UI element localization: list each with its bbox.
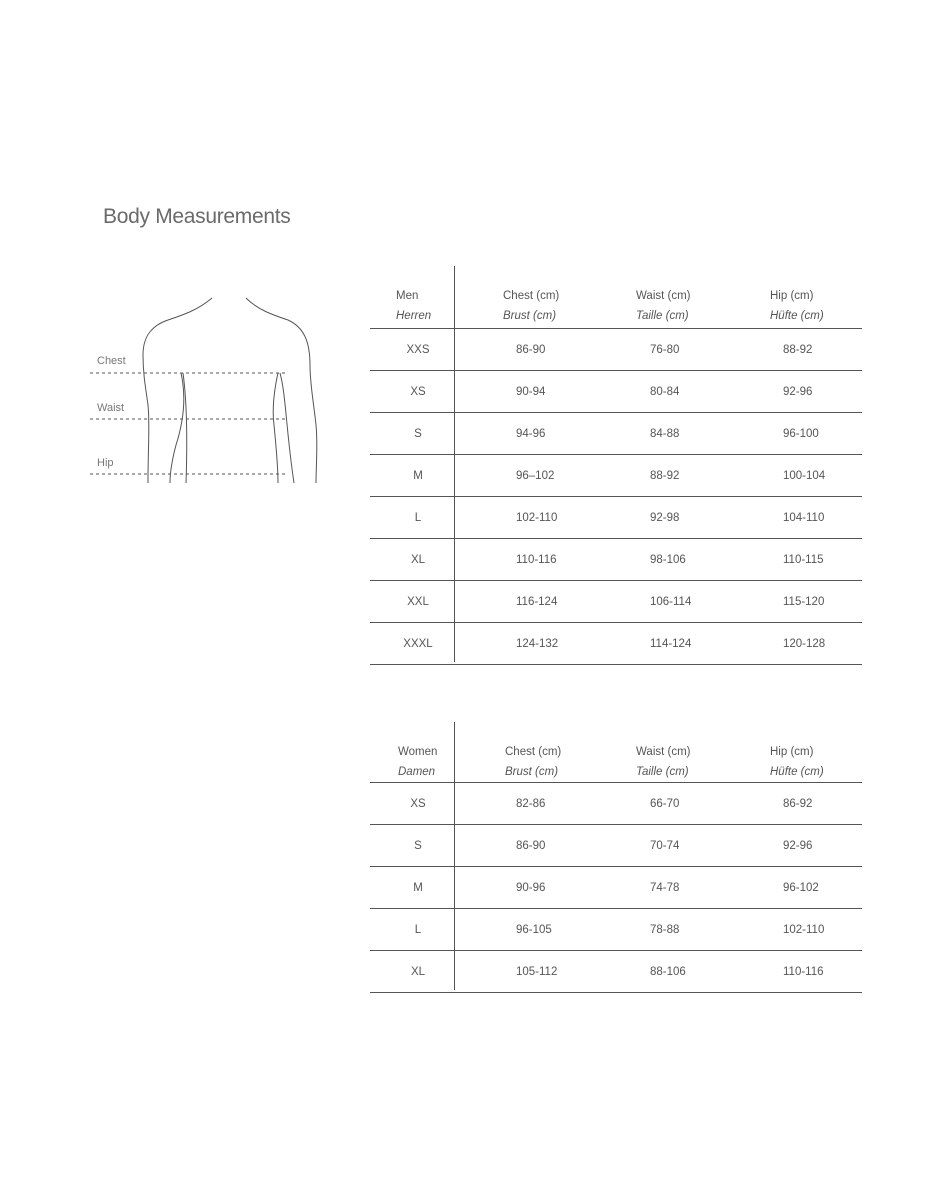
table-row (370, 371, 862, 413)
header-chest: Chest (cm) (505, 746, 562, 758)
header-chest-de: Brust (cm) (505, 766, 559, 778)
chest-cell: 90-96 (516, 881, 546, 894)
table-row (370, 329, 862, 371)
table-row (370, 413, 862, 455)
hip-cell: 100-104 (783, 469, 826, 482)
page-title: Body Measurements (103, 205, 291, 228)
chest-cell: 86-90 (516, 839, 546, 852)
header-hip: Hip (cm) (770, 746, 814, 758)
chest-cell: 94-96 (516, 427, 546, 440)
men-size-table (370, 266, 862, 665)
hip-cell: 92-96 (783, 839, 813, 852)
header-waist-de: Taille (cm) (636, 766, 689, 778)
header-size: Women (398, 746, 438, 758)
chest-cell: 102-110 (516, 511, 558, 524)
size-cell: S (414, 427, 422, 440)
hip-cell: 86-92 (783, 797, 813, 810)
chest-cell: 96-105 (516, 923, 552, 936)
chest-cell: 124-132 (516, 637, 559, 650)
size-cell: XXXL (403, 637, 433, 650)
waist-cell: 114-124 (650, 637, 692, 650)
table-row (370, 783, 862, 825)
size-cell: M (413, 469, 423, 482)
table-row (370, 623, 862, 665)
women-size-table (370, 722, 862, 993)
waist-cell: 76-80 (650, 343, 680, 356)
torso-outline-icon (88, 295, 328, 490)
chest-cell: 96–102 (516, 469, 555, 482)
waist-cell: 88-92 (650, 469, 680, 482)
size-cell: XXL (407, 595, 429, 608)
waist-cell: 92-98 (650, 511, 680, 524)
header-chest: Chest (cm) (503, 290, 560, 302)
hip-cell: 104-110 (783, 511, 825, 524)
waist-cell: 78-88 (650, 923, 680, 936)
size-cell: L (414, 923, 422, 936)
chest-cell: 86-90 (516, 343, 546, 356)
header-size-de: Damen (398, 766, 436, 778)
waist-cell: 70-74 (650, 839, 680, 852)
hip-label: Hip (97, 457, 114, 469)
size-cell: M (413, 881, 423, 894)
size-cell: S (414, 839, 422, 852)
chest-cell: 110-116 (516, 553, 557, 566)
header-chest-de: Brust (cm) (503, 310, 557, 322)
header-waist: Waist (cm) (636, 746, 691, 758)
chest-label: Chest (97, 355, 126, 367)
hip-cell: 96-102 (783, 881, 819, 894)
size-cell: XL (410, 553, 426, 566)
hip-cell: 96-100 (783, 427, 819, 440)
body-figure (88, 295, 328, 490)
header-waist: Waist (cm) (636, 290, 691, 302)
table-row (370, 951, 862, 993)
waist-cell: 106-114 (650, 595, 692, 608)
hip-cell: 115-120 (783, 595, 825, 608)
table-row (370, 867, 862, 909)
size-cell: XL (410, 965, 426, 978)
waist-cell: 66-70 (650, 797, 680, 810)
waist-cell: 74-78 (650, 881, 680, 894)
size-cell: XS (410, 385, 426, 398)
chest-cell: 82-86 (516, 797, 546, 810)
waist-label: Waist (97, 402, 125, 414)
chest-cell: 116-124 (516, 595, 558, 608)
waist-cell: 80-84 (650, 385, 680, 398)
header-size-de: Herren (396, 310, 432, 322)
table-row (370, 455, 862, 497)
size-cell: XS (410, 797, 426, 810)
chest-cell: 90-94 (516, 385, 546, 398)
waist-cell: 84-88 (650, 427, 680, 440)
header-hip-de: Hüfte (cm) (770, 310, 824, 322)
table-row (370, 581, 862, 623)
hip-cell: 102-110 (783, 923, 825, 936)
hip-cell: 120-128 (783, 637, 826, 650)
waist-cell: 88-106 (650, 965, 686, 978)
header-hip-de: Hüfte (cm) (770, 766, 824, 778)
hip-cell: 110-115 (783, 553, 824, 566)
header-hip: Hip (cm) (770, 290, 814, 302)
table-row (370, 825, 862, 867)
table-row (370, 539, 862, 581)
chest-cell: 105-112 (516, 965, 558, 978)
hip-cell: 110-116 (783, 965, 824, 978)
hip-cell: 92-96 (783, 385, 813, 398)
hip-cell: 88-92 (783, 343, 813, 356)
table-header (370, 266, 862, 329)
table-header (370, 722, 862, 783)
waist-cell: 98-106 (650, 553, 686, 566)
header-waist-de: Taille (cm) (636, 310, 689, 322)
size-cell: L (414, 511, 422, 524)
size-cell: XXS (406, 343, 430, 356)
table-row (370, 497, 862, 539)
table-row (370, 909, 862, 951)
header-size: Men (396, 290, 419, 302)
